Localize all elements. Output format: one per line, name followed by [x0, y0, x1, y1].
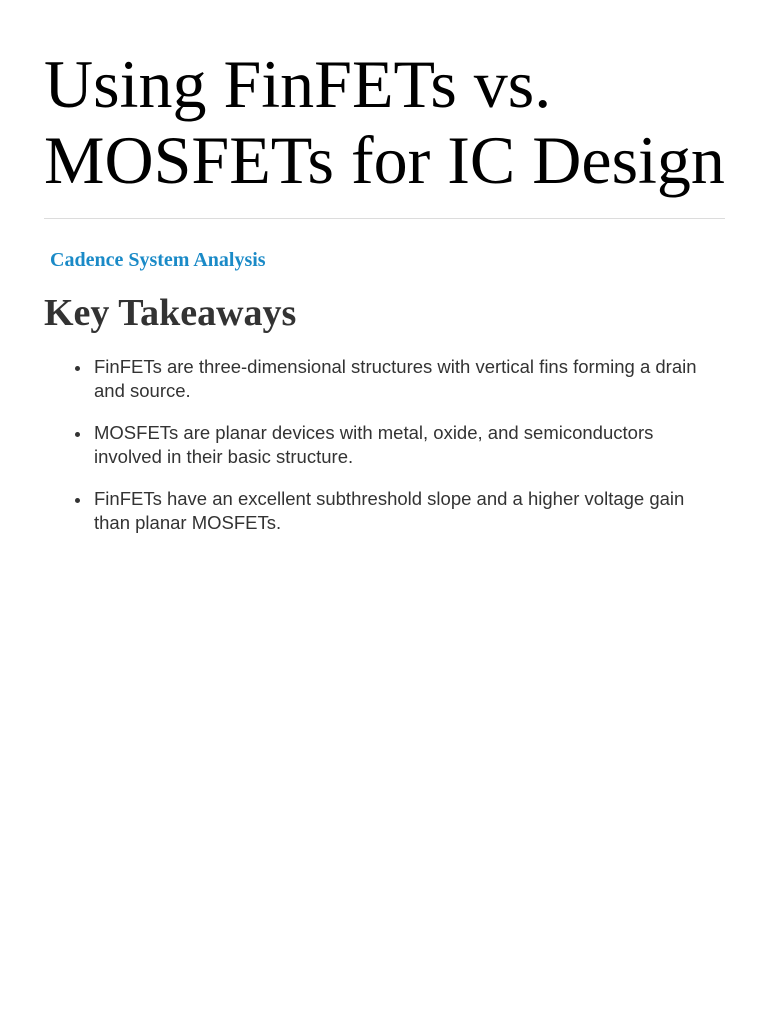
page-title: Using FinFETs vs. MOSFETs for IC Design [44, 46, 725, 198]
bullet-icon [75, 366, 80, 371]
list-item-text: FinFETs are three-dimensional structures with vertical fins forming a drain and source. [94, 356, 697, 401]
bullet-icon [75, 498, 80, 503]
takeaways-list [44, 355, 725, 535]
list-item [94, 487, 725, 535]
key-takeaways-heading: Key Takeaways [44, 292, 297, 334]
list-item-text: FinFETs have an excellent subthreshold slope and a higher voltage gain than planar MOSFETs. [94, 488, 685, 533]
bullet-icon [75, 432, 80, 437]
list-item [94, 355, 725, 403]
list-item-text: MOSFETs are planar devices with metal, oxide, and semiconductors involved in their basic structure. [94, 422, 654, 467]
author-link[interactable]: Cadence System Analysis [50, 249, 266, 271]
title-divider [44, 218, 725, 219]
article [44, 0, 725, 553]
list-item [94, 421, 725, 469]
